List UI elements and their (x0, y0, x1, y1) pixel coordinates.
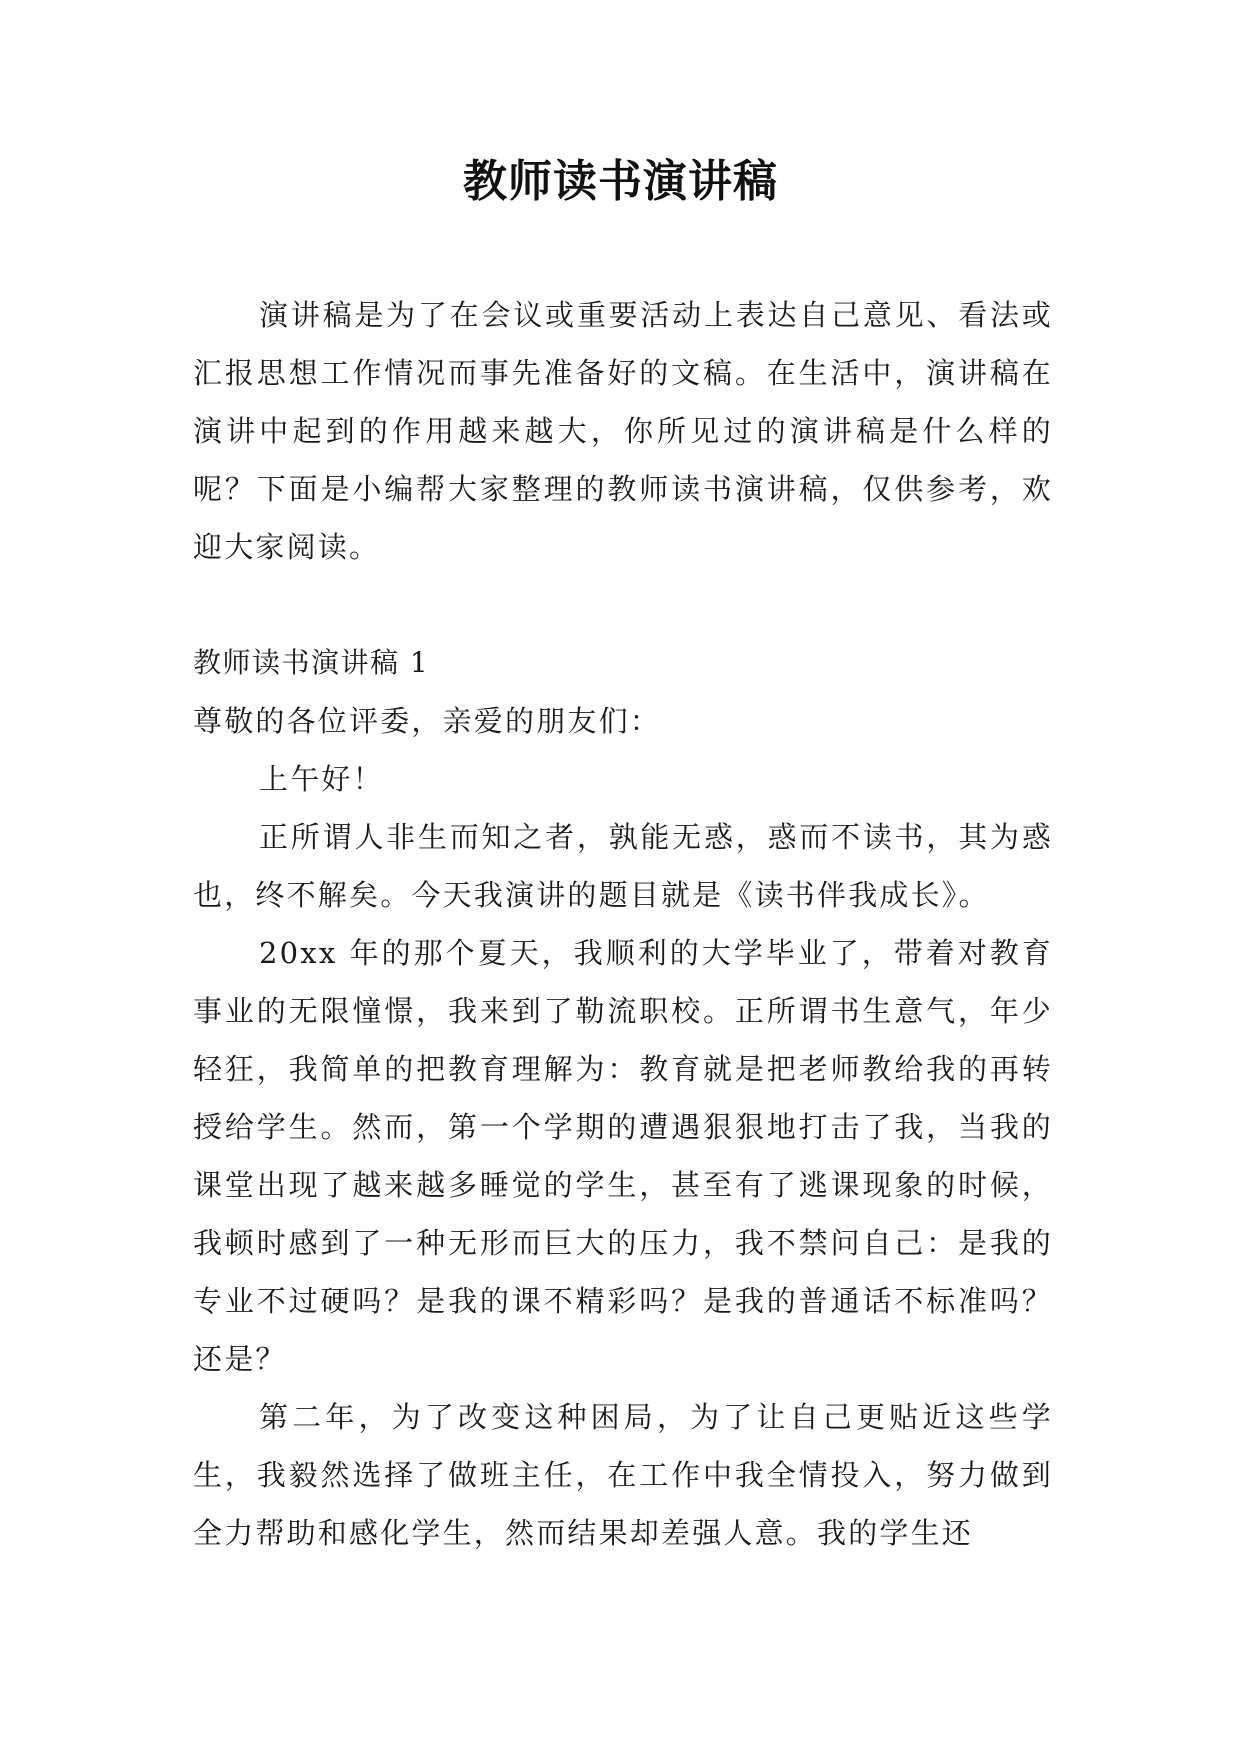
document-title: 教师读书演讲稿 (463, 156, 778, 207)
salutation: 尊敬的各位评委，亲爱的朋友们： (193, 704, 662, 738)
intro-paragraph: 演讲稿是为了在会议或重要活动上表达自己意见、看法或汇报思想工作情况而事先准备好的文稿。在生活中，演讲稿在演讲中起到的作用越来越大，你所见过的演讲稿是什么样的呢？下面是小编帮大家整理的教师读书演讲稿，仅供参考，欢迎大家阅读。 (193, 298, 1053, 564)
body-paragraph: 20xx 年的那个夏天，我顺利的大学毕业了，带着对教育事业的无限憧憬，我来到了勒流职校。正所谓书生意气，年少轻狂，我简单的把教育理解为：教育就是把老师教给我的再转授给学生。然而，第一个学期的遭遇狠狠地打击了我，当我的课堂出现了越来越多睡觉的学生，甚至有了逃课现象的时候，我顿时感到了一种无形而巨大的压力，我不禁问自己：是我的专业不过硬吗？是我的课不精彩吗？是我的普通话不标准吗？还是？ (193, 936, 1053, 1376)
greeting: 上午好！ (259, 762, 384, 796)
paragraph-spacer (193, 576, 1053, 634)
body-paragraph: 第二年，为了改变这种困局，为了让自己更贴近这些学生，我毅然选择了做班主任，在工作中我全情投入，努力做到全力帮助和感化学生，然而结果却差强人意。我的学生还 (193, 1400, 1053, 1550)
section-heading: 教师读书演讲稿 1 (193, 646, 430, 679)
document-body (193, 286, 1053, 1562)
body-paragraph: 正所谓人非生而知之者，孰能无惑，惑而不读书，其为惑也，终不解矣。今天我演讲的题目就是《读书伴我成长》。 (193, 820, 1053, 912)
